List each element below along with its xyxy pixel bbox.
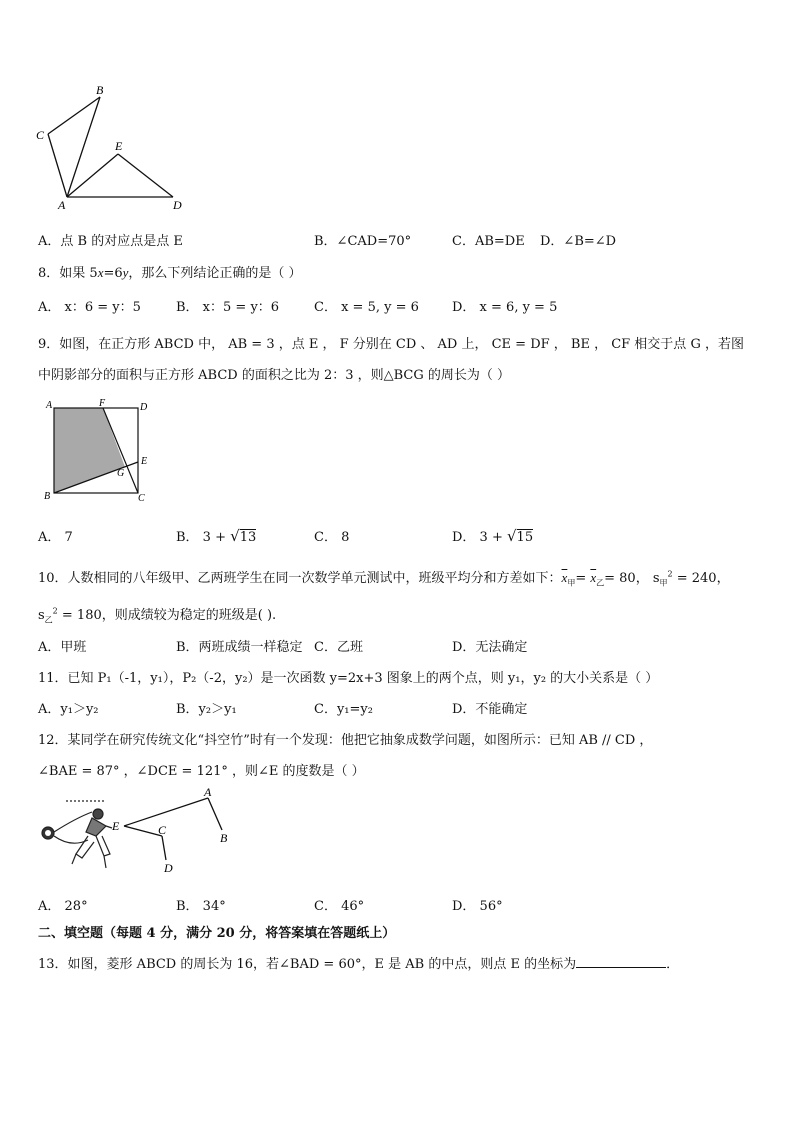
segment-ed: [118, 154, 173, 197]
q9-option-d[interactable]: D． 3 + √15: [452, 527, 534, 545]
q12-option-c[interactable]: C． 46°: [314, 899, 365, 914]
segment-ab: [67, 97, 100, 197]
label-e: E: [112, 819, 120, 833]
q10-option-d[interactable]: D．无法确定: [452, 640, 528, 655]
q8-option-b[interactable]: B． x：5 = y：6: [176, 300, 280, 315]
segment-cb: [48, 97, 100, 134]
q12-line-1: 12．某同学在研究传统文化“抖空竹”时有一个发现：他把它抽象成数学问题，如图所示：已知 AB // CD ，: [38, 733, 653, 748]
q9-line-2: 中阴影部分的面积与正方形 ABCD 的面积之比为 2：3 ，则△BCG 的周长为（ ）: [38, 368, 511, 383]
q12-option-b[interactable]: B． 34°: [176, 899, 226, 914]
q12-line-2: ∠BAE = 87° ，∠DCE = 121° ，则∠E 的度数是（ ）: [38, 764, 365, 779]
answer-blank[interactable]: [576, 955, 666, 968]
q9-option-c[interactable]: C． 8: [314, 530, 350, 545]
label-b: B: [220, 831, 228, 845]
segment-cd: [162, 836, 166, 860]
q12-option-d[interactable]: D． 56°: [452, 899, 503, 914]
q11-stem: 11．已知 P₁（-1，y₁），P₂（-2，y₂）是一次函数 y=2x+3 图象上的两个点，则 y₁，y₂ 的大小关系是（ ）: [38, 671, 659, 686]
q7-option-a[interactable]: A．点 B 的对应点是点 E: [38, 234, 183, 249]
label-e: E: [141, 456, 148, 467]
q10-option-b[interactable]: B．两班成绩一样稳定: [176, 640, 303, 655]
q11-option-d[interactable]: D．不能确定: [452, 702, 528, 717]
label-c: C: [36, 128, 45, 142]
q11-option-c[interactable]: C．y₁=y₂: [314, 702, 373, 717]
q7-option-b[interactable]: B．∠CAD=70°: [314, 234, 412, 249]
q7-option-c[interactable]: C．AB=DE: [452, 234, 525, 249]
label-a: A: [204, 785, 212, 799]
segment-ac: [48, 134, 67, 197]
label-c: C: [158, 823, 167, 837]
sqrt-symbol: √: [506, 527, 517, 545]
sqrt-symbol: √: [230, 527, 240, 545]
q7-option-d[interactable]: D．∠B=∠D: [540, 234, 617, 249]
label-f: F: [99, 398, 106, 409]
diabolo-player-illustration: [42, 801, 112, 868]
q8-option-d[interactable]: D． x = 6, y = 5: [452, 300, 558, 315]
label-d: D: [140, 402, 148, 413]
q10-line-1: 10．人数相同的八年级甲、乙两班学生在同一次数学单元测试中，班级平均分和方差如下：$\overline{x}_甲= \overline{x}_乙= 80$， $s_甲^2 = 240$，: [38, 569, 730, 588]
q9-line-1: 9．如图，在正方形 ABCD 中， AB = 3 ，点 E ， F 分别在 CD 、 AD 上， CE = DF ， BE ， CF 相交于点 G ，若图: [38, 337, 744, 352]
label-d: D: [164, 861, 173, 875]
q11-option-a[interactable]: A．y₁＞y₂: [38, 702, 99, 717]
q7-figure: [30, 82, 200, 212]
q8-option-c[interactable]: C． x = 5, y = 6: [314, 300, 419, 315]
segment-ab: [208, 798, 222, 830]
section-heading: 二、填空题（每题 4 分，满分 20 分，将答案填在答题纸上）: [38, 926, 396, 941]
label-a: A: [46, 400, 53, 411]
label-a: A: [58, 198, 66, 212]
segment-ec: [124, 826, 162, 836]
q10-line-2: $s_乙^2 = 180$，则成绩较为稳定的班级是( ).: [38, 606, 277, 625]
q9-option-b[interactable]: B． 3 + √13: [176, 527, 257, 545]
q13-stem: 13．如图，菱形 ABCD 的周长为 16，若∠BAD = 60°，E 是 AB 的中点，则点 E 的坐标为 ．: [38, 957, 680, 972]
q9-figure: [40, 398, 160, 502]
q12-option-a[interactable]: A． 28°: [38, 899, 88, 914]
label-g: G: [117, 468, 125, 479]
label-c: C: [138, 493, 145, 504]
label-d: D: [173, 198, 182, 212]
segment-ea: [124, 798, 208, 826]
label-b: B: [44, 491, 51, 502]
q9-option-a[interactable]: A． 7: [38, 530, 73, 545]
q8-stem: 8．如果 5x=6y，那么下列结论正确的是（ ）: [38, 265, 302, 281]
label-b: B: [96, 83, 104, 97]
q10-option-a[interactable]: A．甲班: [38, 640, 87, 655]
q12-figure: [36, 785, 246, 883]
q11-option-b[interactable]: B．y₂＞y₁: [176, 702, 237, 717]
q10-option-c[interactable]: C．乙班: [314, 640, 363, 655]
label-e: E: [115, 139, 123, 153]
q8-option-a[interactable]: A． x：6 = y：5: [38, 300, 141, 315]
